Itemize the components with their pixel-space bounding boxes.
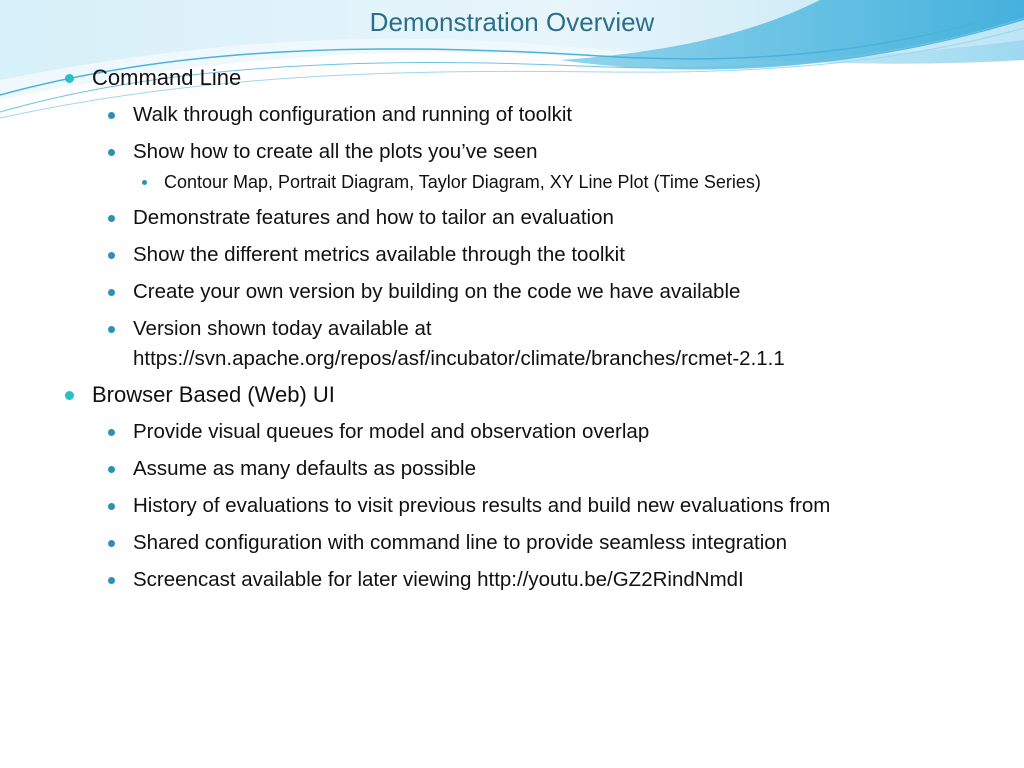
list-item [92, 417, 1024, 447]
list-item-text: Version shown today available at [133, 317, 432, 340]
bullet-content [0, 62, 1024, 602]
slide-title: Demonstration Overview [369, 7, 655, 37]
sub-list-item-text: Contour Map, Portrait Diagram, Taylor Diagram, XY Line Plot (Time Series) [164, 172, 761, 192]
list-item-text: History of evaluations to visit previous results and build new evaluations from [133, 494, 831, 517]
list-item-text: Screencast available for later viewing http://youtu.be/GZ2RindNmdI [133, 568, 744, 591]
list-item [92, 491, 1024, 521]
list-item [92, 314, 1024, 374]
sub-list-item [133, 170, 1024, 194]
svn-url-link[interactable]: https://svn.apache.org/repos/asf/incubator/climate/branches/rcmet-2.1.1 [133, 347, 785, 370]
list-item-text: Shared configuration with command line to provide seamless integration [133, 531, 788, 554]
section-browser-ui [0, 381, 1024, 595]
section-command-line [0, 64, 1024, 374]
list-item-text: Provide visual queues for model and observation overlap [133, 420, 650, 443]
outline-level-2 [92, 417, 1024, 595]
section-heading: Command Line [92, 65, 242, 90]
list-item-text: Create your own version by building on the code we have available [133, 280, 741, 303]
list-item-text: Demonstrate features and how to tailor an evaluation [133, 206, 614, 229]
list-item-text: Show how to create all the plots you’ve seen [133, 140, 538, 163]
list-item-text: Show the different metrics available through the toolkit [133, 243, 625, 266]
list-item [92, 454, 1024, 484]
list-item-text: Walk through configuration and running of toolkit [133, 103, 573, 126]
list-item [92, 203, 1024, 233]
list-item [92, 277, 1024, 307]
outline-level-3 [133, 170, 1024, 194]
outline-level-1 [0, 64, 1024, 595]
list-item [92, 137, 1024, 194]
list-item [92, 528, 1024, 558]
list-item [92, 565, 1024, 595]
section-heading: Browser Based (Web) UI [92, 382, 335, 407]
list-item [92, 240, 1024, 270]
list-item-text: Assume as many defaults as possible [133, 457, 476, 480]
list-item [92, 100, 1024, 130]
outline-level-2 [92, 100, 1024, 374]
